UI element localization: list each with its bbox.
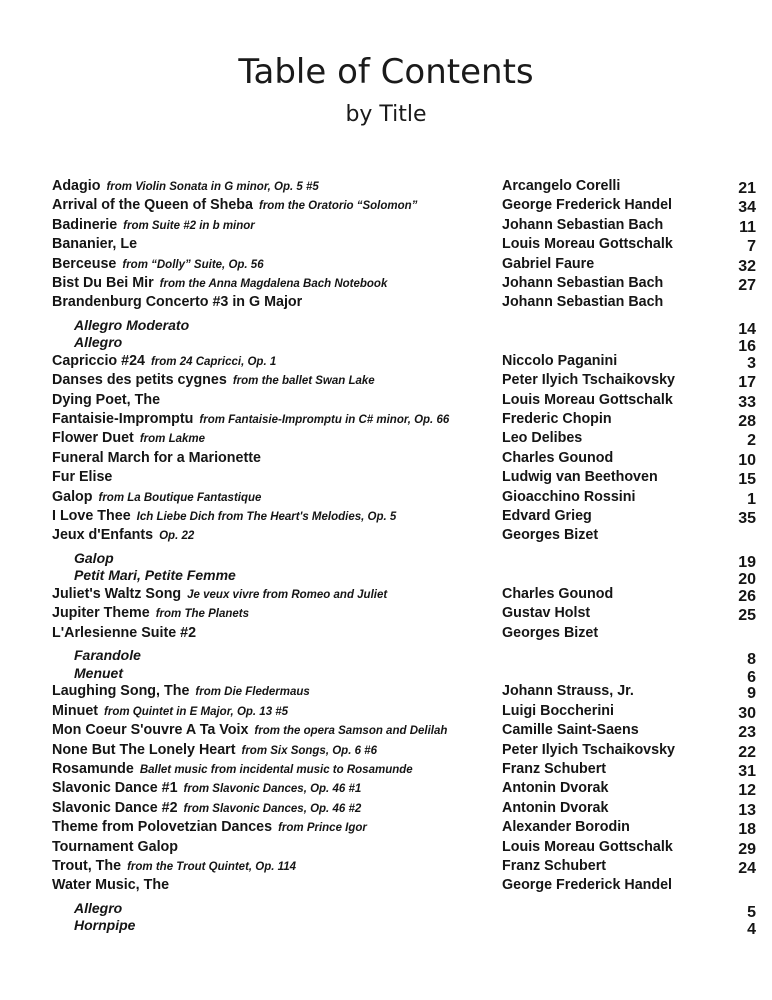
entry-composer: Johann Sebastian Bach — [502, 274, 664, 291]
entry-title: None But The Lonely Heart — [52, 741, 236, 758]
entry-title: Bananier, Le — [52, 236, 138, 253]
toc-entry — [52, 722, 762, 741]
toc-entry — [52, 742, 762, 761]
toc-entry — [52, 178, 762, 197]
entry-page-number: 12 — [738, 782, 756, 800]
entry-title: Adagio — [52, 178, 101, 194]
entry-title: Slavonic Dance #1 — [52, 780, 178, 797]
entry-composer: Gioacchino Rossini — [502, 488, 636, 505]
toc-entry — [52, 858, 762, 877]
movement-title: Allegro Moderato — [74, 316, 190, 333]
movement-title: Menuet — [74, 664, 123, 681]
toc-entry — [52, 761, 762, 780]
entry-detail: from the Trout Quintet, Op. 114 — [127, 860, 296, 873]
entry-title-line — [52, 508, 396, 524]
entry-title-line — [52, 469, 112, 485]
toc-movement — [52, 662, 762, 686]
entry-page-number: 33 — [738, 393, 756, 411]
entry-page-number: 25 — [738, 607, 756, 625]
entry-composer: Louis Moreau Gottschalk — [502, 391, 673, 408]
entry-title: Berceuse — [52, 255, 117, 272]
toc-entry — [52, 197, 762, 216]
entry-detail: from 24 Capricci, Op. 1 — [150, 355, 277, 368]
entry-detail: from Violin Sonata in G minor, Op. 5 #5 — [106, 181, 319, 193]
entry-title: Laughing Song, The — [52, 683, 190, 700]
entry-detail: from Six Songs, Op. 6 #6 — [241, 744, 377, 757]
entry-page-number: 30 — [738, 704, 756, 722]
entry-composer: Franz Schubert — [502, 857, 607, 874]
toc-entry — [52, 430, 762, 449]
entry-page-number: 9 — [747, 685, 756, 703]
entry-title-line — [52, 703, 288, 719]
entry-detail: Ich Liebe Dich from The Heart's Melodies, Op. 5 — [136, 511, 397, 524]
entry-page-number: 24 — [738, 859, 756, 877]
entry-title: Slavonic Dance #2 — [52, 799, 178, 816]
movement-page-number: 16 — [738, 338, 756, 356]
entry-detail: from The Planets — [155, 608, 250, 621]
entry-page-number: 13 — [738, 801, 756, 819]
entry-composer: Edvard Grieg — [502, 508, 592, 525]
entry-title: Danses des petits cygnes — [52, 372, 227, 389]
toc-entry — [52, 489, 762, 508]
entry-composer: Georges Bizet — [502, 527, 599, 544]
entry-title-line — [52, 178, 319, 194]
entry-detail: from Slavonic Dances, Op. 46 #2 — [183, 802, 362, 815]
toc-entry — [52, 819, 762, 838]
entry-title: Mon Coeur S'ouvre A Ta Voix — [52, 722, 249, 739]
entry-title-line — [52, 392, 160, 408]
entry-title-line — [52, 625, 196, 641]
entry-composer: Niccolo Paganini — [502, 352, 618, 369]
entry-title-line — [52, 761, 413, 777]
entry-page-number: 17 — [738, 374, 756, 392]
toc-movement — [52, 897, 762, 921]
entry-title-line — [52, 877, 169, 893]
entry-composer: Ludwig van Beethoven — [502, 469, 658, 486]
table-of-contents — [52, 178, 762, 939]
entry-composer: Johann Sebastian Bach — [502, 294, 664, 311]
entry-title: Jupiter Theme — [52, 605, 150, 622]
entry-page-number: 21 — [738, 180, 756, 197]
entry-composer: Gabriel Faure — [502, 255, 595, 272]
entry-composer: Johann Strauss, Jr. — [502, 683, 634, 700]
toc-entry — [52, 800, 762, 819]
toc-movement — [52, 331, 762, 356]
entry-title-line — [52, 294, 302, 310]
toc-movement — [52, 314, 762, 338]
entry-title-line — [52, 217, 255, 233]
page-subtitle: by Title — [345, 102, 427, 127]
movement-page-number: 14 — [738, 320, 756, 338]
entry-title: Tournament Galop — [52, 838, 179, 855]
entry-title-line — [52, 819, 367, 835]
entry-title: Arrival of the Queen of Sheba — [52, 197, 253, 214]
entry-composer: Gustav Holst — [502, 605, 591, 622]
entry-title: Dying Poet, The — [52, 391, 161, 408]
entry-detail: from Lakme — [139, 433, 205, 446]
entry-title: Funeral March for a Marionette — [52, 449, 261, 466]
entry-page-number: 10 — [738, 451, 756, 469]
entry-title: Fur Elise — [52, 469, 113, 486]
toc-entry — [52, 372, 762, 391]
toc-entry — [52, 683, 762, 702]
entry-title: Juliet's Waltz Song — [52, 586, 182, 603]
entry-page-number: 27 — [738, 276, 756, 294]
entry-title-line — [52, 742, 377, 758]
movement-title: Allegro — [74, 899, 123, 916]
entry-title-line — [52, 256, 264, 272]
movement-title: Petit Mari, Petite Femme — [74, 567, 236, 584]
toc-entry — [52, 839, 762, 858]
entry-composer: Arcangelo Corelli — [502, 178, 621, 194]
toc-entry — [52, 780, 762, 799]
entry-composer: Peter Ilyich Tschaikovsky — [502, 741, 675, 758]
entry-composer: Luigi Boccherini — [502, 702, 615, 719]
toc-entry — [52, 411, 762, 430]
entry-composer: Leo Delibes — [502, 430, 583, 447]
toc-entry — [52, 527, 762, 546]
entry-title-line — [52, 586, 387, 602]
entry-page-number: 2 — [747, 432, 756, 450]
entry-detail: from Slavonic Dances, Op. 46 #1 — [183, 783, 362, 796]
toc-entry — [52, 450, 762, 469]
entry-composer: Antonin Dvorak — [502, 780, 609, 797]
movement-page-number: 5 — [747, 903, 756, 921]
entry-page-number: 11 — [739, 218, 756, 236]
entry-title: Water Music, The — [52, 877, 170, 894]
entry-page-number: 35 — [738, 510, 756, 528]
toc-entry — [52, 353, 762, 372]
entry-page-number: 1 — [747, 490, 756, 508]
movement-page-number: 6 — [747, 668, 756, 686]
movement-page-number: 4 — [747, 921, 756, 939]
entry-title-line — [52, 839, 178, 855]
entry-composer: Louis Moreau Gottschalk — [502, 838, 673, 855]
entry-title: Jeux d'Enfants — [52, 527, 154, 544]
toc-movement — [52, 547, 762, 571]
entry-composer: George Frederick Handel — [502, 197, 673, 214]
entry-title: Rosamunde — [52, 760, 134, 777]
entry-detail: Ballet music from incidental music to Rosamunde — [139, 763, 413, 776]
entry-composer: Georges Bizet — [502, 624, 599, 641]
entry-detail: from Die Fledermaus — [195, 686, 310, 699]
entry-title-line — [52, 683, 310, 699]
entry-title: Theme from Polovetzian Dances — [52, 819, 273, 836]
entry-page-number: 18 — [738, 821, 756, 839]
entry-page-number: 29 — [738, 840, 756, 858]
entry-title: Galop — [52, 488, 93, 505]
entry-page-number: 15 — [738, 471, 756, 489]
entry-title: Badinerie — [52, 216, 118, 233]
entry-title-line — [52, 605, 249, 621]
entry-page-number: 22 — [738, 743, 756, 761]
entry-title-line — [52, 275, 387, 291]
entry-composer: Frederic Chopin — [502, 411, 612, 428]
movement-title: Galop — [74, 549, 114, 566]
entry-detail: Je veux vivre from Romeo and Juliet — [187, 589, 388, 602]
toc-entry — [52, 586, 762, 605]
entry-title-line — [52, 450, 261, 466]
entry-title: Capriccio #24 — [52, 352, 145, 369]
entry-composer: George Frederick Handel — [502, 877, 673, 894]
entry-title-line — [52, 430, 205, 446]
entry-detail: from Suite #2 in b minor — [123, 219, 255, 232]
entry-detail: Op. 22 — [159, 530, 195, 543]
entry-title-line — [52, 372, 375, 388]
toc-movement — [52, 564, 762, 589]
entry-page-number: 26 — [738, 588, 756, 606]
entry-page-number: 31 — [738, 762, 756, 780]
entry-detail: from the Oratorio “Solomon” — [258, 200, 418, 213]
entry-title-line — [52, 858, 296, 874]
entry-page-number: 34 — [738, 199, 756, 217]
toc-entry — [52, 294, 762, 313]
entry-title: Flower Duet — [52, 430, 134, 447]
entry-composer: Charles Gounod — [502, 449, 614, 466]
entry-title: Brandenburg Concerto #3 in G Major — [52, 294, 303, 311]
page-title: Table of Contents — [238, 52, 534, 92]
toc-movement — [52, 914, 762, 939]
entry-composer: Johann Sebastian Bach — [502, 216, 664, 233]
entry-title: Minuet — [52, 702, 99, 719]
entry-title-line — [52, 353, 276, 369]
entry-detail: from the ballet Swan Lake — [232, 375, 375, 388]
entry-page-number: 23 — [738, 724, 756, 742]
entry-title-line — [52, 411, 449, 427]
entry-page-number: 7 — [747, 238, 756, 256]
movement-title: Hornpipe — [74, 917, 136, 934]
entry-detail: from “Dolly” Suite, Op. 56 — [122, 258, 264, 271]
entry-detail: from Quintet in E Major, Op. 13 #5 — [104, 705, 289, 718]
toc-entry — [52, 256, 762, 275]
toc-entry — [52, 703, 762, 722]
entry-page-number: 28 — [738, 413, 756, 431]
toc-entry — [52, 275, 762, 294]
entry-title-line — [52, 489, 261, 505]
entry-title-line — [52, 780, 361, 796]
entry-title-line — [52, 236, 137, 252]
toc-entry — [52, 877, 762, 896]
entry-composer: Alexander Borodin — [502, 819, 630, 836]
entry-title: L'Arlesienne Suite #2 — [52, 624, 197, 641]
toc-entry — [52, 625, 762, 644]
toc-entry — [52, 469, 762, 488]
entry-composer: Peter Ilyich Tschaikovsky — [502, 372, 675, 389]
entry-detail: from La Boutique Fantastique — [98, 491, 262, 504]
entry-page-number: 3 — [747, 354, 756, 372]
entry-title: Bist Du Bei Mir — [52, 274, 154, 291]
movement-page-number: 20 — [738, 571, 756, 589]
entry-detail: from Prince Igor — [278, 822, 367, 835]
entry-title-line — [52, 197, 417, 213]
entry-detail: from Fantaisie-Impromptu in C# minor, Op. 66 — [199, 414, 450, 427]
entry-title: Trout, The — [52, 857, 122, 874]
entry-title-line — [52, 800, 361, 816]
movement-page-number: 8 — [747, 651, 756, 669]
entry-composer: Louis Moreau Gottschalk — [502, 236, 673, 253]
entry-composer: Antonin Dvorak — [502, 799, 609, 816]
movement-title: Allegro — [74, 334, 123, 351]
entry-title: Fantaisie-Impromptu — [52, 411, 194, 428]
entry-page-number: 32 — [738, 257, 756, 275]
toc-entry — [52, 508, 762, 527]
entry-composer: Charles Gounod — [502, 586, 614, 603]
toc-entry — [52, 392, 762, 411]
entry-title-line — [52, 722, 447, 738]
movement-page-number: 19 — [738, 553, 756, 571]
entry-composer: Franz Schubert — [502, 760, 607, 777]
entry-detail: from the opera Samson and Delilah — [254, 725, 448, 738]
toc-entry — [52, 236, 762, 255]
toc-entry — [52, 217, 762, 236]
toc-movement — [52, 644, 762, 669]
entry-title: I Love Thee — [52, 508, 131, 525]
movement-title: Farandole — [74, 647, 141, 664]
entry-detail: from the Anna Magdalena Bach Notebook — [159, 277, 388, 290]
toc-entry — [52, 605, 762, 624]
entry-title-line — [52, 527, 194, 543]
entry-composer: Camille Saint-Saens — [502, 722, 639, 739]
